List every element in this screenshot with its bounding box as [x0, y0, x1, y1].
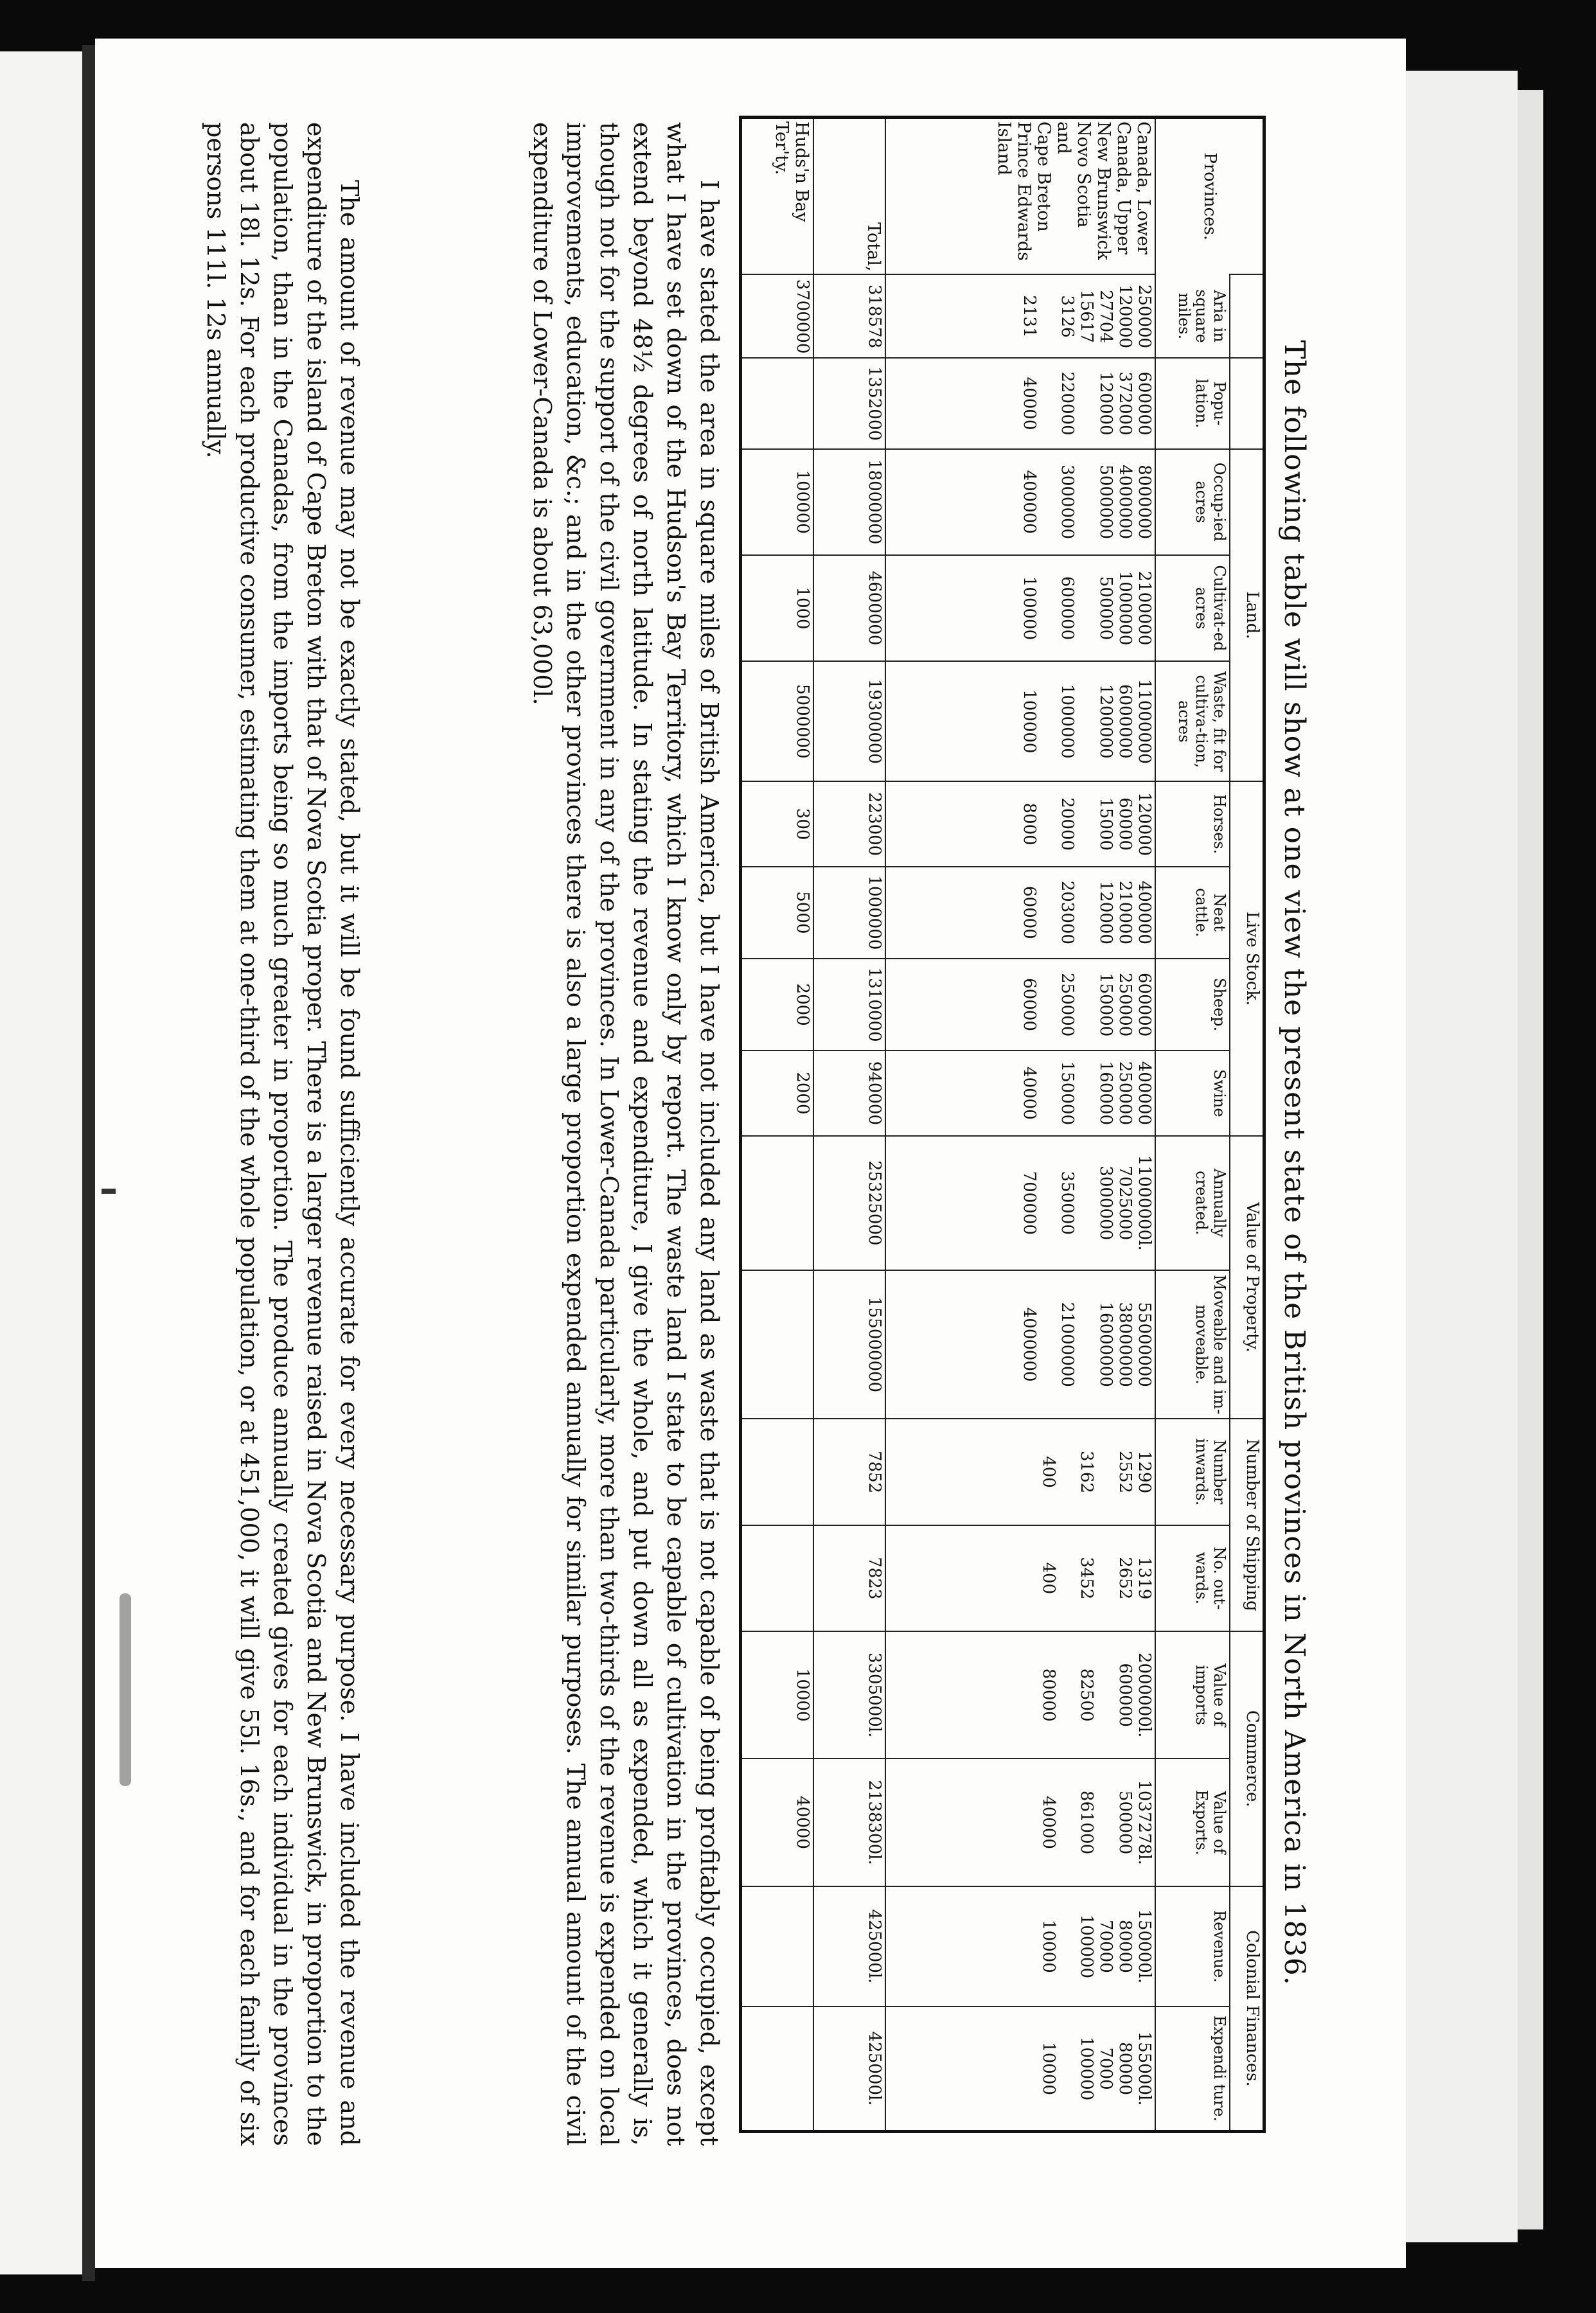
table-cell-line: [1038, 1273, 1058, 1415]
table-cell-line: 10000: [1038, 2042, 1058, 2095]
hudsons-sheep: 2000: [742, 959, 813, 1050]
table-cell-line: [1038, 361, 1058, 445]
table-cell-line: 372000: [1115, 371, 1135, 436]
group-finances: Colonial Finances.: [1230, 1886, 1263, 2130]
table-cell-line: [1095, 1422, 1115, 1521]
table-cell-line: [1076, 664, 1095, 778]
hudsons-waste: 5000000: [742, 661, 813, 781]
table-cell-line: [1038, 664, 1058, 778]
table-cell-line: 80000: [1115, 2042, 1135, 2095]
table-cell-line: 40000: [1038, 1796, 1058, 1849]
total-area: 318578: [813, 274, 885, 358]
header-outwards: No. out-wards.: [1155, 1525, 1230, 1631]
table-cell-line: 600000: [1058, 576, 1077, 641]
total-outwards: 7823: [813, 1525, 885, 1631]
total-waste: 19300000: [813, 661, 885, 781]
header-horses: Horses.: [1155, 781, 1230, 866]
table-cell-line: [1038, 870, 1058, 955]
table-cell-line: 11000000l.: [1135, 1155, 1154, 1251]
total-moveable: 155000000: [813, 1270, 885, 1419]
table-cell-line: [1058, 1762, 1077, 1883]
table-cell-line: 120000: [1096, 880, 1116, 944]
table-cell-line: 210000: [1115, 880, 1135, 944]
col-revenue: [885, 1886, 1155, 2007]
table-cell-line: 100000: [1077, 1914, 1097, 1979]
hudsons-population: [742, 358, 813, 448]
table-cell-line: 250000: [1135, 284, 1154, 349]
table-cell-line: [1038, 452, 1058, 552]
table-cell-line: 5000000: [1096, 465, 1116, 540]
table-cell-line: 2100000: [1135, 571, 1154, 646]
table-cell-line: 80000: [1038, 1668, 1058, 1722]
group-shipping: Number of Shipping: [1230, 1419, 1263, 1631]
hudsons-cattle: 5000: [742, 867, 813, 959]
total-revenue: 425000l.: [813, 1886, 885, 2007]
provinces-data-row: [885, 119, 1155, 2130]
hudsons-occupied: 100000: [742, 449, 813, 555]
col-provinces: [885, 119, 1155, 274]
table-cell-line: 7000: [1096, 2047, 1116, 2090]
total-cattle: 1000000: [813, 867, 885, 959]
hudsons-label: Huds'n Bay Ter'ty.: [742, 119, 813, 274]
table-cell-line: 500000: [1096, 576, 1116, 641]
group-value-property: Value of Property.: [1230, 1136, 1263, 1419]
col-cattle: [885, 867, 1155, 959]
table-cell-line: [1058, 1422, 1077, 1521]
total-row: [813, 119, 885, 2130]
table-cell-line: Novo Scotia: [1073, 121, 1094, 228]
table-cell-line: 40000: [1019, 1067, 1039, 1120]
table-cell-line: 861000: [1077, 1790, 1097, 1855]
table-cell-line: 600000: [1135, 371, 1154, 436]
table-cell-line: 150000l.: [1135, 1909, 1154, 1984]
table-cell-line: [1058, 2010, 1077, 2127]
table-cell-line: 3452: [1077, 1557, 1097, 1600]
header-provinces: Provinces.: [1155, 119, 1263, 274]
statistics-table: [742, 119, 1263, 2130]
header-annually: Annually created.: [1155, 1136, 1230, 1270]
table-cell-line: 3000000: [1058, 465, 1077, 540]
col-cultivated: [885, 555, 1155, 661]
table-cell-line: 27704: [1096, 290, 1116, 343]
table-cell-line: [1076, 784, 1095, 863]
table-cell-line: 3126: [1058, 295, 1077, 338]
header-cultivated: Cultivat-ed acres: [1155, 555, 1230, 661]
hudsons-horses: 300: [742, 781, 813, 866]
col-sheep: [885, 959, 1155, 1050]
total-sheep: 1310000: [813, 959, 885, 1050]
hudsons-annually: [742, 1136, 813, 1270]
table-cell-line: 70000: [1096, 1920, 1116, 1973]
total-expenditure: 425000l.: [813, 2007, 885, 2130]
table-cell-line: 150000: [1096, 972, 1116, 1037]
table-cell-line: [1038, 1139, 1058, 1267]
table-cell-line: Island: [993, 121, 1014, 175]
group-commerce: Commerce.: [1230, 1631, 1263, 1886]
table-cell-line: 400000: [1135, 1061, 1154, 1126]
table-cell-line: [1058, 1529, 1077, 1628]
table-cell-line: 4000000: [1019, 1307, 1039, 1382]
hudsons-moveable: [742, 1270, 813, 1419]
col-annually: [885, 1136, 1155, 1270]
table-cell-line: 100000: [1077, 2036, 1097, 2101]
header-swine: Swine: [1155, 1050, 1230, 1135]
col-inwards: [885, 1419, 1155, 1525]
hudsons-inwards: [742, 1419, 813, 1525]
table-cell-line: 1037278l.: [1135, 1780, 1154, 1865]
table-cell-line: 3000000: [1096, 1165, 1116, 1241]
table-cell-line: 15617: [1077, 290, 1097, 343]
table-cell-line: 10000: [1038, 1920, 1058, 1973]
col-occupied: [885, 449, 1155, 555]
table-cell-line: 400: [1038, 1456, 1058, 1488]
table-cell-line: [1076, 558, 1095, 658]
table-cell-line: 155000l.: [1135, 2031, 1154, 2106]
total-exports: 2138300l.: [813, 1759, 885, 1886]
hudsons-swine: 2000: [742, 1050, 813, 1135]
table-cell-line: 2000000l.: [1135, 1652, 1154, 1738]
hudsons-imports: 10000: [742, 1631, 813, 1759]
table-cell-line: 100000: [1019, 689, 1039, 754]
table-cell-line: 11000000: [1135, 678, 1154, 764]
hudsons-outwards: [742, 1525, 813, 1631]
table-cell-line: 1200000: [1096, 684, 1116, 759]
table-cell-line: 21000000: [1058, 1302, 1077, 1387]
table-cell-line: 500000: [1115, 1790, 1135, 1855]
table-cell-line: [1038, 278, 1058, 355]
header-area: Aria in square miles.: [1155, 274, 1230, 358]
col-waste: [885, 661, 1155, 781]
header-sheep: Sheep.: [1155, 959, 1230, 1050]
header-expenditure: Expendi ture.: [1155, 2007, 1230, 2130]
statistics-table-frame: [739, 116, 1266, 2133]
total-imports: 3305000l.: [813, 1631, 885, 1759]
table-cell-line: 8000000: [1135, 465, 1154, 540]
table-cell-line: 400: [1038, 1562, 1058, 1595]
table-cell-line: [1076, 1273, 1095, 1415]
table-cell-line: 2652: [1115, 1557, 1135, 1600]
table-cell-line: 150000: [1058, 1061, 1077, 1126]
table-cell-line: [1038, 558, 1058, 658]
table-cell-line: [1076, 1054, 1095, 1132]
table-cell-line: 82500: [1077, 1668, 1097, 1722]
table-cell-line: 600000: [1135, 972, 1154, 1037]
table-cell-line: [1076, 361, 1095, 445]
total-inwards: 7852: [813, 1419, 885, 1525]
hudsons-revenue: [742, 1886, 813, 2007]
header-cattle: Neat cattle.: [1155, 867, 1230, 959]
table-cell-line: [1058, 1890, 1077, 2003]
table-cell-line: Canada, Lower: [1133, 121, 1153, 254]
table-cell-line: [1095, 1762, 1115, 1883]
table-cell-line: 250000: [1058, 972, 1077, 1037]
header-inwards: Number inwards.: [1155, 1419, 1230, 1525]
table-cell-line: 60000: [1019, 978, 1039, 1031]
total-horses: 223000: [813, 781, 885, 866]
table-cell-line: 80000: [1115, 1920, 1135, 1973]
total-cultivated: 4600000: [813, 555, 885, 661]
table-cell-line: 120000: [1096, 371, 1116, 436]
header-revenue: Revenue.: [1155, 1886, 1230, 2007]
col-area: [885, 274, 1155, 358]
header-moveable: Moveable and im-moveable.: [1155, 1270, 1230, 1419]
table-cell-line: 120000: [1135, 792, 1154, 856]
table-cell-line: [1076, 1139, 1095, 1267]
table-cell-line: [1038, 784, 1058, 863]
table-cell-line: Prince Edwards: [1013, 121, 1034, 261]
table-cell-line: 60000: [1115, 797, 1135, 851]
table-cell-line: 38000000: [1115, 1302, 1135, 1387]
table-cell-line: 1319: [1135, 1557, 1154, 1600]
paragraph-revenue-explanation: The amount of revenue may not be exactly stated, but it will be found sufficiently accurate for every necessary purpose. I have included the revenue and expenditure of the island of Cape Breton with that of Nova Scotia proper. There is a larger revenue raised in Nova Scotia and New Brunswick, in proportion to the population, than in the Canadas, from the imports being so much greater in proportion. The produce annually created gives for each individual in the provinces about 18l. 12s. For each productive consumer, estimating them at one-third of the whole population, or at 451,000, it will give 55l. 16s., and for each family of six persons 111l. 12s annually.: [202, 122, 364, 2146]
col-swine: [885, 1050, 1155, 1135]
table-title: The following table will show at one view the present state of the British provinces in North America in 1836.: [1278, 340, 1311, 1986]
col-horses: [885, 781, 1155, 866]
header-waste: Waste, fit for cultiva-tion, acres: [1155, 661, 1230, 781]
table-cell-line: [1095, 1635, 1115, 1755]
table-cell-line: [1076, 870, 1095, 955]
col-moveable: [885, 1270, 1155, 1419]
table-cell-line: 15000: [1096, 797, 1116, 851]
table-cell-line: 4000000: [1115, 465, 1135, 540]
col-expenditure: [885, 2007, 1155, 2130]
table-cell-line: 8000: [1019, 802, 1039, 846]
table-cell-line: 350000: [1058, 1171, 1077, 1235]
group-live-stock: Live Stock.: [1230, 781, 1263, 1135]
rotated-content: [90, 109, 1311, 2191]
table-cell-line: 16000000: [1096, 1302, 1116, 1387]
table-cell-line: 1000000: [1115, 571, 1135, 646]
table-cell-line: 160000: [1096, 1061, 1116, 1126]
total-swine: 940000: [813, 1050, 885, 1135]
table-cell-line: 2552: [1115, 1450, 1135, 1494]
header-occupied: Occup-ied acres: [1155, 449, 1230, 555]
table-cell-line: Cape Breton: [1033, 121, 1054, 232]
col-population: [885, 358, 1155, 448]
table-cell-line: 120000: [1115, 284, 1135, 349]
table-cell-line: 400000: [1135, 880, 1154, 944]
hudsons-area: 3700000: [742, 274, 813, 358]
header-population: Popu-lation.: [1155, 358, 1230, 448]
table-cell-line: 250000: [1115, 1061, 1135, 1126]
table-cell-line: [1095, 1529, 1115, 1628]
table-cell-line: 220000: [1058, 371, 1077, 436]
table-cell-line: [1058, 1635, 1077, 1755]
table-cell-line: 55000000: [1135, 1302, 1154, 1387]
table-cell-line: 40000: [1019, 377, 1039, 430]
table-cell-line: 3162: [1077, 1450, 1097, 1494]
table-cell-line: 600000: [1115, 1663, 1135, 1727]
table-cell-line: [1076, 452, 1095, 552]
table-cell-line: 2131: [1019, 295, 1039, 338]
hudsons-bay-row: [742, 119, 813, 2130]
table-cell-line: and: [1053, 121, 1074, 154]
header-exports: Value of Exports.: [1155, 1759, 1230, 1886]
table-cell-line: 1290: [1135, 1450, 1154, 1494]
table-cell-line: 20000: [1058, 797, 1077, 851]
hudsons-cultivated: 1000: [742, 555, 813, 661]
paragraph-area-explanation: I have stated the area in square miles of British America, but I have not included any land as waste that is not capable of being profitably occupied, except what I have set down of the Hudson's Bay Territory, which I know only by report. The waste land I state to be capable of cultivation in the provinces, does not extend beyond 48½ degrees of north latitude. In stating the revenue and expenditure, I give the whole, and put down all as expended, which it generally is, though not for the support of the civil government in any of the provinces. In Lower-Canada particularly, more than two-thirds of the revenue is expended on local improvements, education, &c.; and in the other provinces there is also a large proportion expended annually for similar purposes. The annual amount of the civil expenditure of Lower-Canada is about 63,000l.: [528, 122, 723, 2146]
table-cell-line: [1038, 962, 1058, 1047]
table-cell-line: 700000: [1019, 1171, 1039, 1235]
header-imports: Value of imports: [1155, 1631, 1230, 1759]
total-label: Total,: [813, 119, 885, 274]
total-population: 1352000: [813, 358, 885, 448]
total-occupied: 18000000: [813, 449, 885, 555]
table-cell-line: 7025000: [1115, 1165, 1135, 1241]
table-cell-line: 203000: [1058, 880, 1077, 944]
table-cell-line: New Brunswick: [1093, 121, 1113, 260]
col-outwards: [885, 1525, 1155, 1631]
table-cell-line: 400000: [1019, 470, 1039, 534]
left-page-edge: [0, 51, 82, 2274]
total-annually: 25325000: [813, 1136, 885, 1270]
hudsons-expenditure: [742, 2007, 813, 2130]
table-cell-line: 1000000: [1058, 684, 1077, 759]
table-cell-line: [1076, 962, 1095, 1047]
table-cell-line: 6000000: [1115, 684, 1135, 759]
table-cell-line: 100000: [1019, 576, 1039, 641]
col-imports: [885, 1631, 1155, 1759]
table-cell-line: Canada, Upper: [1113, 121, 1133, 254]
group-land: Land.: [1230, 449, 1263, 782]
hudsons-exports: 40000: [742, 1759, 813, 1886]
table-cell-line: 250000: [1115, 972, 1135, 1037]
table-cell-line: 60000: [1019, 885, 1039, 939]
table-cell-line: [1038, 1054, 1058, 1132]
col-exports: [885, 1759, 1155, 1886]
